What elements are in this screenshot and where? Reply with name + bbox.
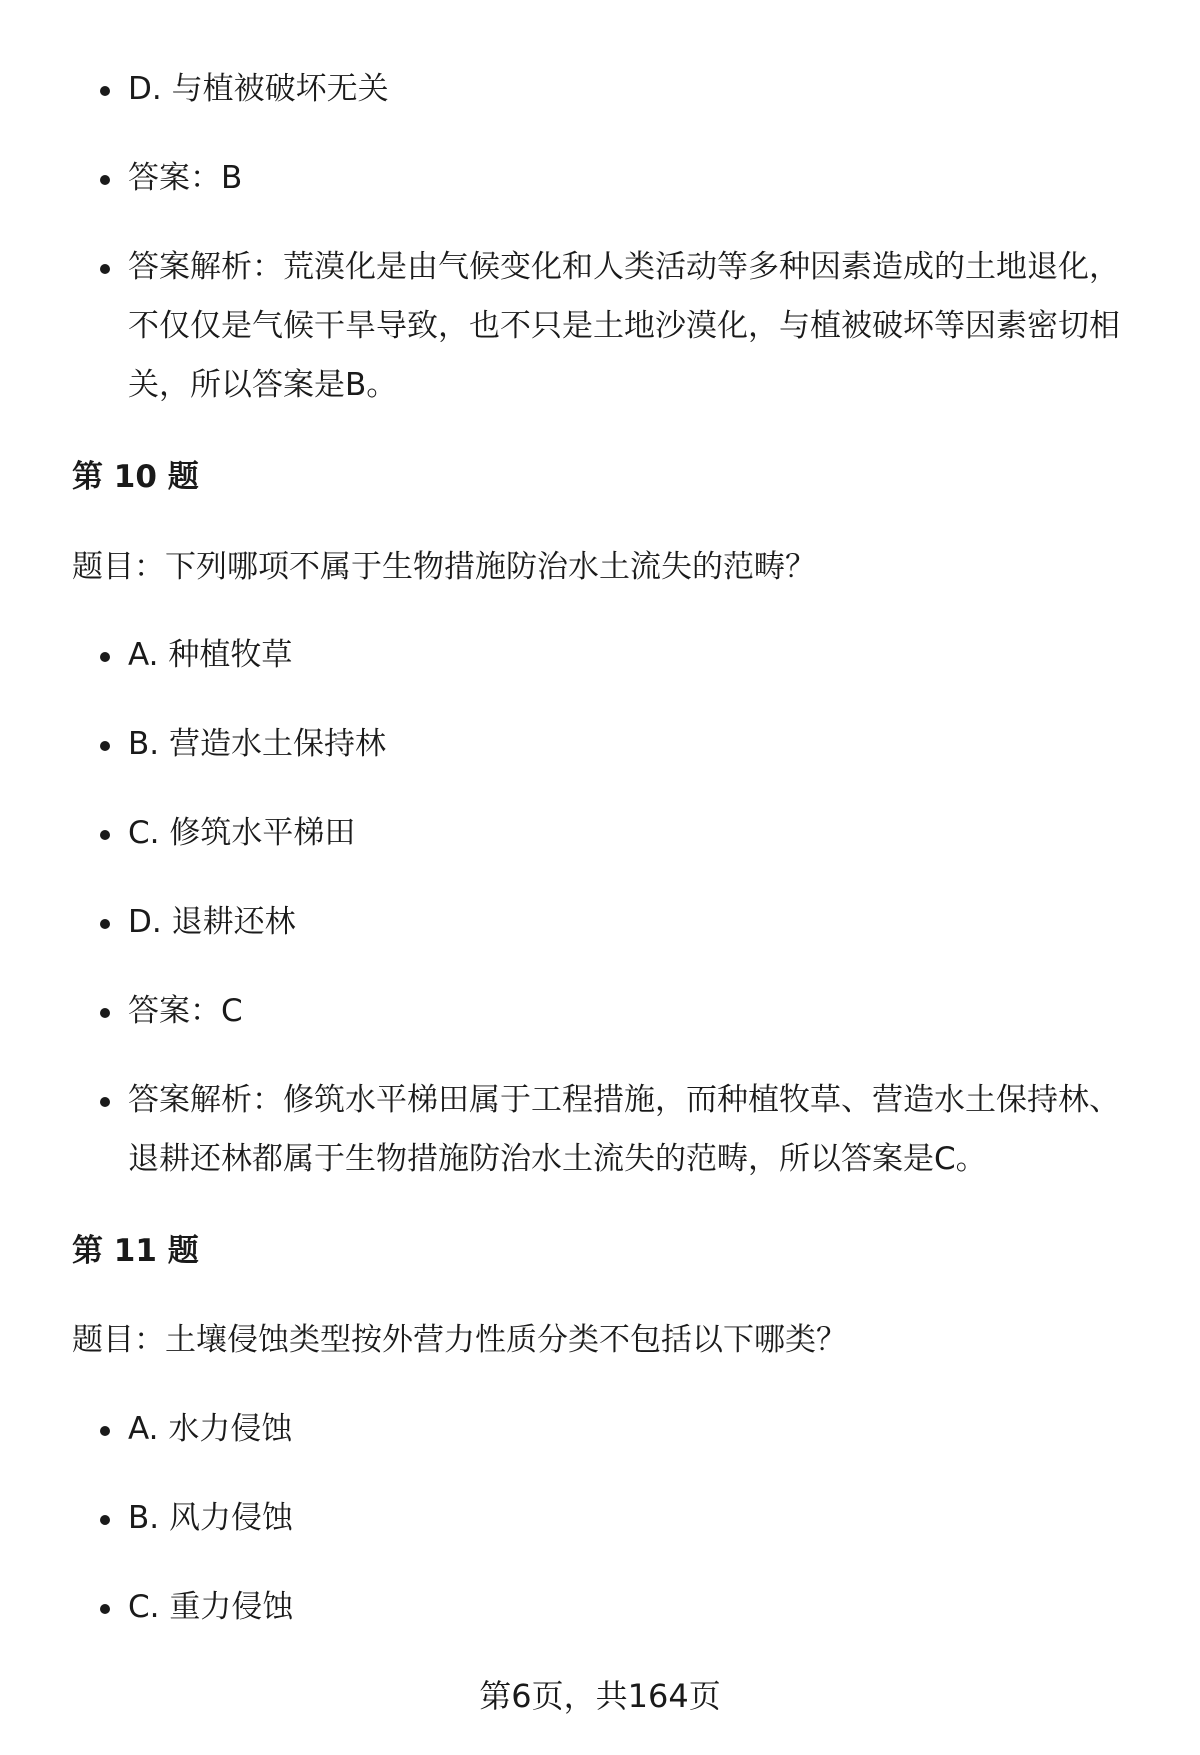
q11-option-c: C. 重力侵蚀 bbox=[128, 1578, 1148, 1637]
q10-option-b: B. 营造水土保持林 bbox=[128, 715, 1148, 774]
q11-heading: 第 11 题 bbox=[72, 1233, 199, 1269]
q10-answer: 答案：C bbox=[128, 982, 1148, 1041]
q10-question: 题目：下列哪项不属于生物措施防治水土流失的范畴？ bbox=[72, 549, 816, 585]
q11-option-a: A. 水力侵蚀 bbox=[128, 1400, 1148, 1459]
q10-option-a: A. 种植牧草 bbox=[128, 626, 1148, 685]
page-number-footer: 第6页，共164页 bbox=[479, 1677, 721, 1715]
q9-answer: 答案：B bbox=[128, 149, 1148, 208]
q10-option-d: D. 退耕还林 bbox=[128, 893, 1148, 952]
q11-question: 题目：土壤侵蚀类型按外营力性质分类不包括以下哪类？ bbox=[72, 1322, 847, 1358]
q9-analysis: 答案解析：荒漠化是由气候变化和人类活动等多种因素造成的土地退化，不仅仅是气候干旱导致，也不只是土地沙漠化，与植被破坏等因素密切相关，所以答案是B。 bbox=[128, 238, 1148, 415]
q11-option-b: B. 风力侵蚀 bbox=[128, 1489, 1148, 1548]
q10-option-c: C. 修筑水平梯田 bbox=[128, 804, 1148, 863]
q10-heading: 第 10 题 bbox=[72, 459, 199, 495]
q10-analysis: 答案解析：修筑水平梯田属于工程措施，而种植牧草、营造水土保持林、退耕还林都属于生物措施防治水土流失的范畴，所以答案是C。 bbox=[128, 1071, 1148, 1189]
q9-option-d: D. 与植被破坏无关 bbox=[128, 60, 1148, 119]
